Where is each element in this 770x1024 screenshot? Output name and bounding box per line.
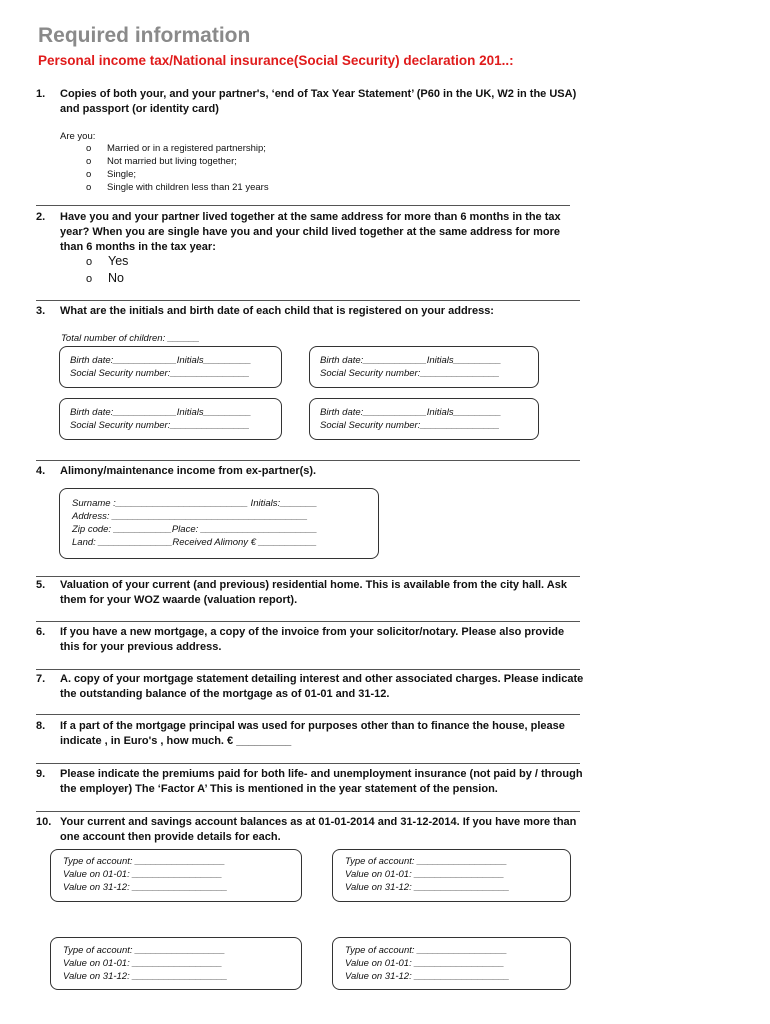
question-text: Your current and savings account balances as at 01-01-2014 and 31-12-2014. If you have more than one account then provide details for each. <box>60 816 577 843</box>
account-box[interactable] <box>50 849 302 902</box>
divider <box>36 576 580 577</box>
birth-date-initials-field[interactable]: Birth date:____________Initials_________ <box>70 355 252 366</box>
question-2 <box>36 210 584 255</box>
ssn-field[interactable]: Social Security number:_______________ <box>70 368 250 379</box>
question-number: 3. <box>36 305 46 317</box>
divider <box>36 669 580 670</box>
question-10 <box>36 815 584 845</box>
question-text: A. copy of your mortgage statement detailing interest and other associated charges. Please indicate the outstanding balance of the mortgage as of 01-01 and 31-12. <box>60 673 584 700</box>
question-3 <box>36 304 584 319</box>
birth-date-initials-field[interactable]: Birth date:____________Initials_________ <box>320 355 502 366</box>
account-type-field[interactable]: Type of account: _________________ <box>63 856 225 867</box>
account-type-field[interactable]: Type of account: _________________ <box>345 856 507 867</box>
question-text: If a part of the mortgage principal was used for purposes other than to finance the house, please indicate , in Euro's , how much. € _________ <box>60 720 565 747</box>
question-7 <box>36 672 584 702</box>
divider <box>36 460 580 461</box>
value-3112-field[interactable]: Value on 31-12: __________________ <box>345 882 510 893</box>
account-box[interactable] <box>50 937 302 990</box>
question-1 <box>36 87 584 117</box>
option-label: Single; <box>107 169 137 180</box>
question-number: 4. <box>36 465 46 477</box>
alimony-box[interactable] <box>59 488 379 559</box>
surname-initials-field[interactable]: Surname :_________________________ Initials:_______ <box>72 498 318 509</box>
radio-circle-icon: o <box>86 156 92 167</box>
zip-place-field[interactable]: Zip code: ___________Place: ______________________ <box>72 524 318 535</box>
are-you-label: Are you: <box>60 131 96 142</box>
divider <box>36 205 570 206</box>
birth-date-initials-field[interactable]: Birth date:____________Initials_________ <box>320 407 502 418</box>
ssn-field[interactable]: Social Security number:_______________ <box>320 368 500 379</box>
question-text: Please indicate the premiums paid for both life- and unemployment insurance (not paid by / through the employer) The ‘Factor A’ This is mentioned in the year statement of the pension. <box>60 768 583 795</box>
value-0101-field[interactable]: Value on 01-01: _________________ <box>63 869 223 880</box>
option-label: No <box>108 271 124 285</box>
child-box[interactable] <box>309 398 539 440</box>
divider <box>36 811 580 812</box>
value-0101-field[interactable]: Value on 01-01: _________________ <box>63 958 223 969</box>
question-9 <box>36 767 584 797</box>
question-text: If you have a new mortgage, a copy of the invoice from your solicitor/notary. Please also provide this for your previous address. <box>60 626 565 653</box>
ssn-field[interactable]: Social Security number:_______________ <box>320 420 500 431</box>
question-6 <box>36 625 584 655</box>
child-box[interactable] <box>59 398 282 440</box>
question-4 <box>36 464 584 479</box>
question-number: 2. <box>36 211 46 223</box>
radio-circle-icon: o <box>86 182 92 193</box>
radio-circle-icon: o <box>86 143 92 154</box>
question-number: 5. <box>36 579 46 591</box>
value-0101-field[interactable]: Value on 01-01: _________________ <box>345 958 505 969</box>
question-8 <box>36 719 584 749</box>
question-number: 6. <box>36 626 46 638</box>
divider <box>36 300 580 301</box>
question-text: Alimony/maintenance income from ex-partner(s). <box>60 465 317 477</box>
value-3112-field[interactable]: Value on 31-12: __________________ <box>63 882 228 893</box>
question-5 <box>36 578 584 608</box>
question-number: 8. <box>36 720 46 732</box>
value-0101-field[interactable]: Value on 01-01: _________________ <box>345 869 505 880</box>
radio-circle-icon: o <box>86 273 93 285</box>
question-text: Have you and your partner lived together at the same address for more than 6 months in the tax year? When you are single have you and your child lived together at the same address for more than 6 months in the tax year: <box>60 211 561 253</box>
total-children-field[interactable]: Total number of children: ______ <box>61 333 200 344</box>
question-number: 7. <box>36 673 46 685</box>
question-number: 10. <box>36 816 52 828</box>
radio-circle-icon: o <box>86 256 93 268</box>
birth-date-initials-field[interactable]: Birth date:____________Initials_________ <box>70 407 252 418</box>
page-title: Required information <box>38 24 251 47</box>
question-number: 9. <box>36 768 46 780</box>
option-label: Married or in a registered partnership; <box>107 143 266 154</box>
child-box[interactable] <box>59 346 282 388</box>
value-3112-field[interactable]: Value on 31-12: __________________ <box>63 971 228 982</box>
child-box[interactable] <box>309 346 539 388</box>
divider <box>36 763 580 764</box>
account-box[interactable] <box>332 849 571 902</box>
option-label: Not married but living together; <box>107 156 237 167</box>
value-3112-field[interactable]: Value on 31-12: __________________ <box>345 971 510 982</box>
radio-circle-icon: o <box>86 169 92 180</box>
option-label: Single with children less than 21 years <box>107 182 269 193</box>
account-type-field[interactable]: Type of account: _________________ <box>63 945 225 956</box>
form-subtitle: Personal income tax/National insurance(Social Security) declaration 201..: <box>38 53 514 68</box>
question-number: 1. <box>36 88 46 100</box>
question-text: What are the initials and birth date of each child that is registered on your address: <box>60 305 494 317</box>
question-text: Valuation of your current (and previous) residential home. This is available from the city hall. Ask them for your WOZ waarde (valuation report). <box>60 579 567 606</box>
question-text: Copies of both your, and your partner's, ‘end of Tax Year Statement’ (P60 in the UK, W2 in the USA) and passport (or identity card) <box>60 88 577 115</box>
address-field[interactable]: Address: _____________________________________ <box>72 511 308 522</box>
divider <box>36 714 580 715</box>
option-label: Yes <box>108 254 129 268</box>
divider <box>36 621 580 622</box>
account-type-field[interactable]: Type of account: _________________ <box>345 945 507 956</box>
account-box[interactable] <box>332 937 571 990</box>
land-alimony-field[interactable]: Land: ______________Received Alimony € ___________ <box>72 537 317 548</box>
ssn-field[interactable]: Social Security number:_______________ <box>70 420 250 431</box>
